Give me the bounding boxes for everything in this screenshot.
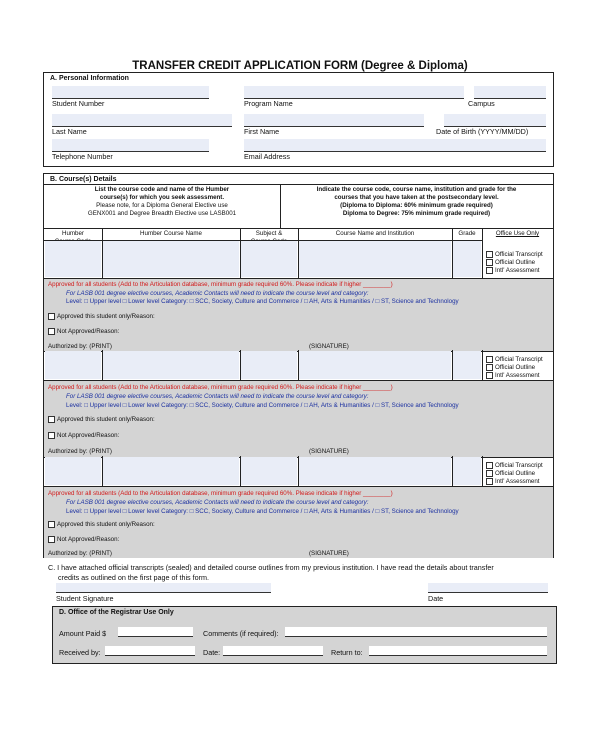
approved-only-text: Approved this student only/Reason: <box>57 416 155 424</box>
office-text: Intl' Assessment <box>495 372 540 380</box>
instr-line: GENX001 and Degree Breadth Elective use LASB001 <box>87 210 237 217</box>
office-text: Intl' Assessment <box>495 267 540 275</box>
signature: (SIGNATURE) <box>309 343 349 350</box>
col-humber-name: Humber Course Name <box>140 230 202 237</box>
dob-field[interactable] <box>444 114 546 127</box>
approval-block <box>44 486 553 558</box>
grade-input[interactable] <box>453 351 481 379</box>
checkbox[interactable] <box>486 267 493 274</box>
not-approved <box>48 328 119 335</box>
instr-line: Please note, for a Diploma General Elective use <box>96 202 228 209</box>
office-text: Official Outline <box>495 259 536 267</box>
declaration-text: credits as outlined on the first page of this form. <box>58 573 210 582</box>
humber-code-input[interactable] <box>45 457 101 485</box>
humber-instructions <box>44 186 280 218</box>
return-to-label: Return to: <box>331 648 363 657</box>
level-category: Level: □ Upper level □ Lower level Category: □ SCC, Society, Culture and Commerce / □ AH, Arts & Humanities / □ ST, Science and Technology <box>66 508 459 515</box>
section-b <box>43 173 554 558</box>
checkbox[interactable] <box>48 313 55 320</box>
first-name-label: First Name <box>244 127 280 136</box>
not-approved-text: Not Approved/Reason: <box>57 432 120 440</box>
checkbox[interactable] <box>486 478 493 485</box>
authorized-by: Authorized by: (PRINT) <box>48 448 112 455</box>
course-entry-row <box>44 350 553 380</box>
office-text: Official Transcript <box>495 462 543 470</box>
date-field[interactable] <box>428 583 548 593</box>
checkbox[interactable] <box>486 470 493 477</box>
section-d-header: D. Office of the Registrar Use Only <box>59 609 174 616</box>
first-name-field[interactable] <box>244 114 424 127</box>
email-label: Email Address <box>244 152 290 161</box>
office-text: Official Transcript <box>495 251 543 259</box>
campus-label: Campus <box>468 99 495 108</box>
authorized-by: Authorized by: (PRINT) <box>48 343 112 350</box>
checkbox[interactable] <box>486 356 493 363</box>
grade-input[interactable] <box>453 457 481 485</box>
checkbox[interactable] <box>48 432 55 439</box>
program-name-field[interactable] <box>244 86 464 99</box>
section-d <box>52 606 557 664</box>
return-to-field[interactable] <box>369 646 547 656</box>
program-name-label: Program Name <box>244 99 293 108</box>
col-course-institution: Course Name and Institution <box>335 230 415 237</box>
checkbox[interactable] <box>48 536 55 543</box>
grade-input[interactable] <box>453 241 481 277</box>
checkbox[interactable] <box>486 372 493 379</box>
instr-line: courses that you have taken at the postsecondary level. <box>334 194 499 201</box>
approved-lasb: For LASB 001 degree elective courses, Academic Contacts will need to indicate the course level and category: <box>66 290 369 297</box>
date-d-label: Date: <box>203 648 221 657</box>
checkbox[interactable] <box>486 259 493 266</box>
subject-code-input[interactable] <box>241 351 297 379</box>
checkbox[interactable] <box>486 251 493 258</box>
telephone-label: Telephone Number <box>52 152 113 161</box>
campus-field[interactable] <box>474 86 546 99</box>
humber-code-input[interactable] <box>45 351 101 379</box>
student-number-field[interactable] <box>52 86 209 99</box>
level-category: Level: □ Upper level □ Lower level Category: □ SCC, Society, Culture and Commerce / □ AH, Arts & Humanities / □ ST, Science and Technology <box>66 402 459 409</box>
not-approved-text: Not Approved/Reason: <box>57 328 120 336</box>
approved-only-text: Approved this student only/Reason: <box>57 521 155 529</box>
authorized-by: Authorized by: (PRINT) <box>48 550 112 557</box>
checkbox[interactable] <box>486 462 493 469</box>
office-use-checks <box>486 251 543 275</box>
date-d-field[interactable] <box>223 646 323 656</box>
instr-line: (Diploma to Diploma: 60% minimum grade required) <box>340 202 493 209</box>
office-text: Intl' Assessment <box>495 478 540 486</box>
approved-all: Approved for all students (Add to the Articulation database, minimum grade required 60%. Please indicate if higher ________) <box>48 490 393 497</box>
date-label: Date <box>428 594 444 603</box>
instr-line: List the course code and name of the Humber <box>94 186 230 193</box>
dob-label: Date of Birth (YYYY/MM/DD) <box>436 127 529 136</box>
comments-label: Comments (if required): <box>203 629 279 638</box>
subject-code-input[interactable] <box>241 457 297 485</box>
not-approved-text: Not Approved/Reason: <box>57 536 120 544</box>
humber-name-input[interactable] <box>103 457 239 485</box>
approved-lasb: For LASB 001 degree elective courses, Academic Contacts will need to indicate the course level and category: <box>66 393 369 400</box>
course-institution-input[interactable] <box>299 457 451 485</box>
student-signature-label: Student Signature <box>56 594 114 603</box>
email-field[interactable] <box>244 139 546 152</box>
col-text: Humber <box>61 230 84 237</box>
office-text: Official Outline <box>495 470 536 478</box>
approved-only <box>48 313 155 320</box>
col-text: Subject & <box>255 230 283 237</box>
course-entry-row <box>44 228 553 278</box>
last-name-field[interactable] <box>52 114 232 127</box>
declaration-text: C. I have attached official transcripts (sealed) and detailed course outlines from my previous institution. I have read the details about transfer <box>48 563 494 572</box>
office-text: Official Outline <box>495 364 536 372</box>
col-office-use: Office Use Only <box>495 230 540 237</box>
section-b-header: B. Course(s) Details <box>50 176 117 183</box>
instr-line: Indicate the course code, course name, institution and grade for the <box>316 186 517 193</box>
course-institution-input[interactable] <box>299 241 451 277</box>
checkbox[interactable] <box>48 416 55 423</box>
office-use-checks <box>486 462 543 486</box>
approved-only <box>48 416 155 423</box>
humber-name-input[interactable] <box>103 241 239 277</box>
amount-paid-label: Amount Paid $ <box>59 629 107 638</box>
course-entry-row <box>44 456 553 486</box>
not-approved <box>48 432 119 439</box>
comments-field[interactable] <box>285 627 547 637</box>
received-by-field[interactable] <box>105 646 195 656</box>
approval-block <box>44 380 553 458</box>
student-signature-field[interactable] <box>56 583 271 593</box>
office-text: Official Transcript <box>495 356 543 364</box>
section-c-declaration <box>48 563 558 583</box>
approved-lasb: For LASB 001 degree elective courses, Academic Contacts will need to indicate the course level and category: <box>66 499 369 506</box>
approval-block <box>44 278 553 352</box>
section-a-header: A. Personal Information <box>50 75 129 82</box>
approved-all: Approved for all students (Add to the Articulation database, minimum grade required 60%. Please indicate if higher ________) <box>48 384 393 391</box>
amount-paid-field[interactable] <box>118 627 193 637</box>
instr-line: Diploma to Degree: 75% minimum grade required) <box>342 210 491 217</box>
previous-instructions <box>280 186 553 218</box>
instr-line: course(s) for which you seek assessment. <box>99 194 225 201</box>
telephone-field[interactable] <box>52 139 209 152</box>
humber-name-input[interactable] <box>103 351 239 379</box>
approved-only-text: Approved this student only/Reason: <box>57 313 155 321</box>
form-title: TRANSFER CREDIT APPLICATION FORM (Degree & Diploma) <box>132 60 468 72</box>
signature: (SIGNATURE) <box>309 550 349 557</box>
approved-all: Approved for all students (Add to the Articulation database, minimum grade required 60%. Please indicate if higher ________) <box>48 281 393 288</box>
last-name-label: Last Name <box>52 127 87 136</box>
subject-code-input[interactable] <box>241 241 297 277</box>
approved-only <box>48 521 155 528</box>
checkbox[interactable] <box>48 521 55 528</box>
received-by-label: Received by: <box>59 648 101 657</box>
level-category: Level: □ Upper level □ Lower level Category: □ SCC, Society, Culture and Commerce / □ AH, Arts & Humanities / □ ST, Science and Technology <box>66 298 459 305</box>
checkbox[interactable] <box>486 364 493 371</box>
student-number-label: Student Number <box>52 99 105 108</box>
col-grade: Grade <box>458 230 476 237</box>
course-institution-input[interactable] <box>299 351 451 379</box>
section-a <box>43 72 554 167</box>
not-approved <box>48 536 119 543</box>
office-use-checks <box>486 356 543 380</box>
signature: (SIGNATURE) <box>309 448 349 455</box>
humber-code-input[interactable] <box>45 241 101 277</box>
checkbox[interactable] <box>48 328 55 335</box>
